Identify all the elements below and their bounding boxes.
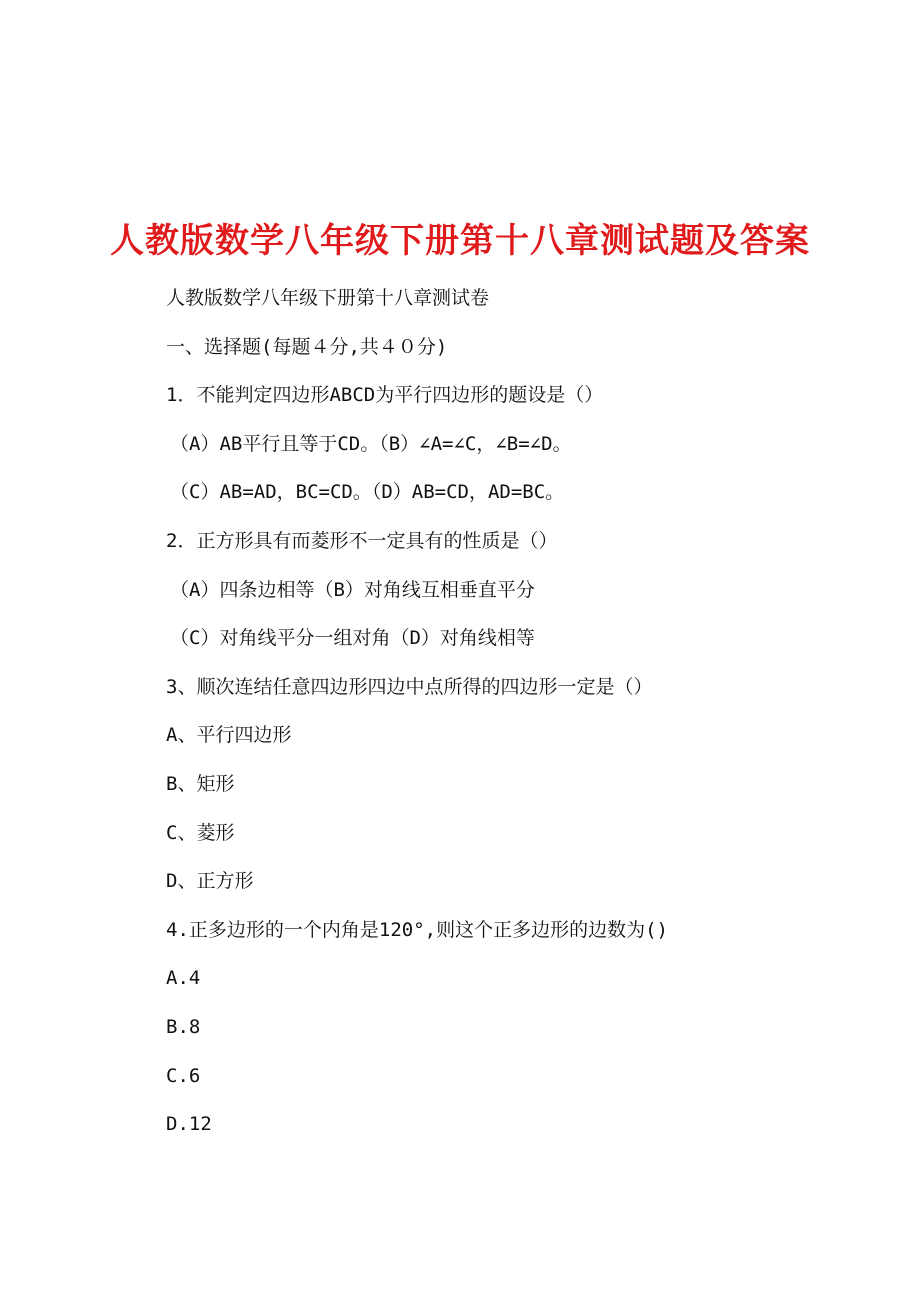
question-3-option-c: C、菱形 — [166, 821, 235, 844]
question-4: 4.正多边形的一个内角是120°,则这个正多边形的边数为() — [166, 918, 668, 941]
question-3-option-a: A、平行四边形 — [166, 724, 292, 747]
question-1-options-ab: （A）AB平行且等于CD。（B）∠A=∠C，∠B=∠D。 — [170, 432, 572, 455]
question-4-option-c: C.6 — [166, 1064, 201, 1087]
document-title: 人教版数学八年级下册第十八章测试题及答案 — [110, 220, 810, 261]
question-4-option-b: B.8 — [166, 1015, 201, 1038]
question-3: 3、顺次连结任意四边形四边中点所得的四边形一定是（） — [166, 675, 653, 698]
exam-subtitle: 人教版数学八年级下册第十八章测试卷 — [166, 287, 490, 309]
question-3-option-b: B、矩形 — [166, 772, 235, 795]
document-body — [166, 283, 866, 1158]
question-4-option-a: A.4 — [166, 967, 201, 990]
question-4-option-d: D.12 — [166, 1113, 212, 1136]
question-1: 1．不能判定四边形ABCD为平行四边形的题设是（） — [166, 384, 604, 407]
question-2-options-ab: （A）四条边相等（B）对角线互相垂直平分 — [170, 578, 535, 601]
question-3-option-d: D、正方形 — [166, 870, 254, 893]
question-2: 2．正方形具有而菱形不一定具有的性质是（） — [166, 529, 558, 552]
section-heading: 一、选择题(每题４分,共４０分) — [166, 335, 448, 358]
question-2-options-cd: （C）对角线平分一组对角（D）对角线相等 — [170, 627, 535, 650]
question-1-options-cd: （C）AB=AD，BC=CD。（D）AB=CD，AD=BC。 — [170, 481, 565, 504]
